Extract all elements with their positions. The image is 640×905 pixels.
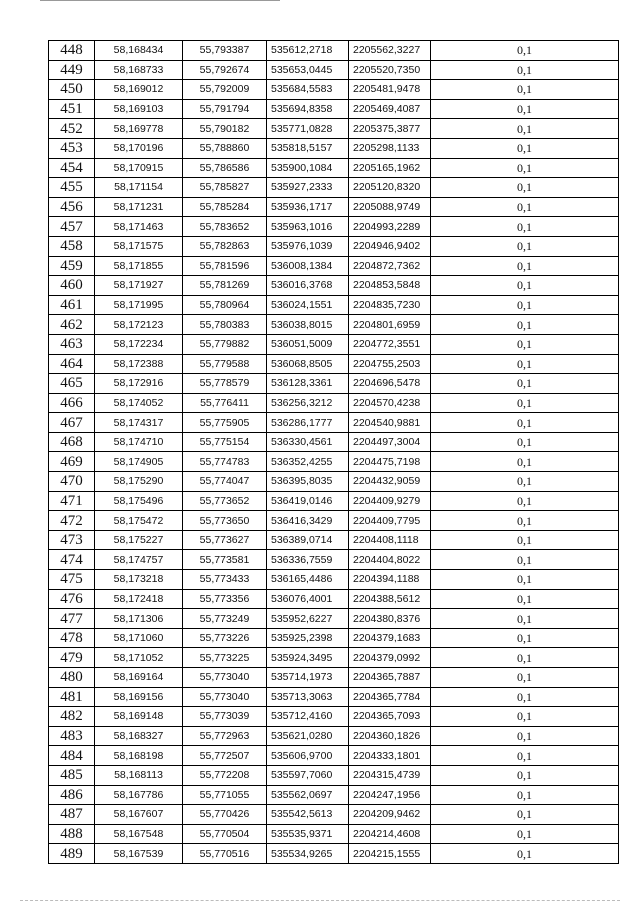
longitude-cell: 55,781269 — [183, 276, 267, 296]
longitude-cell: 55,792674 — [183, 60, 267, 80]
point-number-cell: 466 — [49, 393, 95, 413]
longitude-cell: 55,785827 — [183, 178, 267, 198]
longitude-cell: 55,791794 — [183, 99, 267, 119]
y-coordinate-cell: 2205562,3227 — [349, 41, 431, 61]
accuracy-cell: 0,1 — [431, 687, 619, 707]
x-coordinate-cell: 535694,8358 — [267, 99, 349, 119]
point-number-cell: 485 — [49, 765, 95, 785]
y-coordinate-cell: 2204408,1118 — [349, 530, 431, 550]
table-row — [49, 570, 619, 590]
accuracy-cell: 0,1 — [431, 41, 619, 61]
latitude-cell: 58,171154 — [95, 178, 183, 198]
x-coordinate-cell: 536165,4486 — [267, 570, 349, 590]
y-coordinate-cell: 2204394,1188 — [349, 570, 431, 590]
table-row — [49, 609, 619, 629]
y-coordinate-cell: 2204209,9462 — [349, 805, 431, 825]
latitude-cell: 58,169103 — [95, 99, 183, 119]
y-coordinate-cell: 2204993,2289 — [349, 217, 431, 237]
y-coordinate-cell: 2204570,4238 — [349, 393, 431, 413]
y-coordinate-cell: 2204333,1801 — [349, 746, 431, 766]
y-coordinate-cell: 2204772,3551 — [349, 334, 431, 354]
x-coordinate-cell: 536416,3429 — [267, 511, 349, 531]
accuracy-cell: 0,1 — [431, 60, 619, 80]
longitude-cell: 55,770504 — [183, 824, 267, 844]
table-row — [49, 432, 619, 452]
latitude-cell: 58,175496 — [95, 491, 183, 511]
latitude-cell: 58,169778 — [95, 119, 183, 139]
point-number-cell: 468 — [49, 432, 95, 452]
latitude-cell: 58,171927 — [95, 276, 183, 296]
x-coordinate-cell: 536352,4255 — [267, 452, 349, 472]
y-coordinate-cell: 2205120,8320 — [349, 178, 431, 198]
accuracy-cell: 0,1 — [431, 432, 619, 452]
table-row — [49, 374, 619, 394]
longitude-cell: 55,773040 — [183, 668, 267, 688]
point-number-cell: 482 — [49, 707, 95, 727]
longitude-cell: 55,773225 — [183, 648, 267, 668]
point-number-cell: 473 — [49, 530, 95, 550]
table-row — [49, 334, 619, 354]
y-coordinate-cell: 2204872,7362 — [349, 256, 431, 276]
coordinates-table — [48, 40, 619, 864]
longitude-cell: 55,775905 — [183, 413, 267, 433]
x-coordinate-cell: 536068,8505 — [267, 354, 349, 374]
table-row — [49, 393, 619, 413]
latitude-cell: 58,167548 — [95, 824, 183, 844]
y-coordinate-cell: 2204853,5848 — [349, 276, 431, 296]
table-row — [49, 80, 619, 100]
longitude-cell: 55,774047 — [183, 472, 267, 492]
y-coordinate-cell: 2204379,0992 — [349, 648, 431, 668]
latitude-cell: 58,171463 — [95, 217, 183, 237]
x-coordinate-cell: 535712,4160 — [267, 707, 349, 727]
table-row — [49, 217, 619, 237]
longitude-cell: 55,781596 — [183, 256, 267, 276]
latitude-cell: 58,171060 — [95, 628, 183, 648]
accuracy-cell: 0,1 — [431, 374, 619, 394]
longitude-cell: 55,780383 — [183, 315, 267, 335]
longitude-cell: 55,773356 — [183, 589, 267, 609]
latitude-cell: 58,167539 — [95, 844, 183, 864]
longitude-cell: 55,792009 — [183, 80, 267, 100]
x-coordinate-cell: 536076,4001 — [267, 589, 349, 609]
accuracy-cell: 0,1 — [431, 726, 619, 746]
accuracy-cell: 0,1 — [431, 178, 619, 198]
table-row — [49, 668, 619, 688]
x-coordinate-cell: 536008,1384 — [267, 256, 349, 276]
x-coordinate-cell: 536419,0146 — [267, 491, 349, 511]
table-row — [49, 765, 619, 785]
accuracy-cell: 0,1 — [431, 550, 619, 570]
point-number-cell: 469 — [49, 452, 95, 472]
y-coordinate-cell: 2204946,9402 — [349, 236, 431, 256]
point-number-cell: 450 — [49, 80, 95, 100]
accuracy-cell: 0,1 — [431, 707, 619, 727]
table-row — [49, 60, 619, 80]
latitude-cell: 58,168733 — [95, 60, 183, 80]
accuracy-cell: 0,1 — [431, 765, 619, 785]
latitude-cell: 58,168198 — [95, 746, 183, 766]
latitude-cell: 58,172388 — [95, 354, 183, 374]
longitude-cell: 55,772963 — [183, 726, 267, 746]
accuracy-cell: 0,1 — [431, 334, 619, 354]
table-row — [49, 589, 619, 609]
y-coordinate-cell: 2205165,1962 — [349, 158, 431, 178]
point-number-cell: 448 — [49, 41, 95, 61]
accuracy-cell: 0,1 — [431, 628, 619, 648]
accuracy-cell: 0,1 — [431, 295, 619, 315]
x-coordinate-cell: 536024,1551 — [267, 295, 349, 315]
point-number-cell: 470 — [49, 472, 95, 492]
latitude-cell: 58,169012 — [95, 80, 183, 100]
longitude-cell: 55,774783 — [183, 452, 267, 472]
longitude-cell: 55,771055 — [183, 785, 267, 805]
x-coordinate-cell: 536330,4561 — [267, 432, 349, 452]
longitude-cell: 55,773039 — [183, 707, 267, 727]
x-coordinate-cell: 535924,3495 — [267, 648, 349, 668]
accuracy-cell: 0,1 — [431, 746, 619, 766]
y-coordinate-cell: 2204214,4608 — [349, 824, 431, 844]
y-coordinate-cell: 2204365,7784 — [349, 687, 431, 707]
latitude-cell: 58,172123 — [95, 315, 183, 335]
table-row — [49, 119, 619, 139]
point-number-cell: 484 — [49, 746, 95, 766]
point-number-cell: 480 — [49, 668, 95, 688]
point-number-cell: 489 — [49, 844, 95, 864]
point-number-cell: 479 — [49, 648, 95, 668]
y-coordinate-cell: 2205298,1133 — [349, 138, 431, 158]
table-row — [49, 707, 619, 727]
latitude-cell: 58,168434 — [95, 41, 183, 61]
table-row — [49, 530, 619, 550]
x-coordinate-cell: 536016,3768 — [267, 276, 349, 296]
bottom-edge-rule — [20, 900, 620, 903]
longitude-cell: 55,773249 — [183, 609, 267, 629]
table-row — [49, 511, 619, 531]
x-coordinate-cell: 535952,6227 — [267, 609, 349, 629]
point-number-cell: 474 — [49, 550, 95, 570]
accuracy-cell: 0,1 — [431, 276, 619, 296]
point-number-cell: 453 — [49, 138, 95, 158]
accuracy-cell: 0,1 — [431, 785, 619, 805]
accuracy-cell: 0,1 — [431, 668, 619, 688]
top-edge-rule — [40, 0, 280, 3]
x-coordinate-cell: 536395,8035 — [267, 472, 349, 492]
latitude-cell: 58,174905 — [95, 452, 183, 472]
table-row — [49, 256, 619, 276]
y-coordinate-cell: 2205469,4087 — [349, 99, 431, 119]
latitude-cell: 58,169148 — [95, 707, 183, 727]
longitude-cell: 55,770426 — [183, 805, 267, 825]
x-coordinate-cell: 535534,9265 — [267, 844, 349, 864]
point-number-cell: 486 — [49, 785, 95, 805]
point-number-cell: 458 — [49, 236, 95, 256]
accuracy-cell: 0,1 — [431, 315, 619, 335]
point-number-cell: 478 — [49, 628, 95, 648]
y-coordinate-cell: 2205520,7350 — [349, 60, 431, 80]
point-number-cell: 461 — [49, 295, 95, 315]
latitude-cell: 58,173218 — [95, 570, 183, 590]
x-coordinate-cell: 535606,9700 — [267, 746, 349, 766]
accuracy-cell: 0,1 — [431, 472, 619, 492]
latitude-cell: 58,172916 — [95, 374, 183, 394]
x-coordinate-cell: 535925,2398 — [267, 628, 349, 648]
latitude-cell: 58,172418 — [95, 589, 183, 609]
y-coordinate-cell: 2204380,8376 — [349, 609, 431, 629]
table-row — [49, 41, 619, 61]
latitude-cell: 58,171306 — [95, 609, 183, 629]
x-coordinate-cell: 535542,5613 — [267, 805, 349, 825]
table-row — [49, 550, 619, 570]
table-row — [49, 726, 619, 746]
longitude-cell: 55,770516 — [183, 844, 267, 864]
table-row — [49, 276, 619, 296]
accuracy-cell: 0,1 — [431, 530, 619, 550]
x-coordinate-cell: 535612,2718 — [267, 41, 349, 61]
table-row — [49, 315, 619, 335]
x-coordinate-cell: 536336,7559 — [267, 550, 349, 570]
y-coordinate-cell: 2204432,9059 — [349, 472, 431, 492]
point-number-cell: 455 — [49, 178, 95, 198]
y-coordinate-cell: 2204404,8022 — [349, 550, 431, 570]
latitude-cell: 58,171995 — [95, 295, 183, 315]
longitude-cell: 55,773581 — [183, 550, 267, 570]
point-number-cell: 488 — [49, 824, 95, 844]
x-coordinate-cell: 536256,3212 — [267, 393, 349, 413]
table-row — [49, 785, 619, 805]
y-coordinate-cell: 2205481,9478 — [349, 80, 431, 100]
x-coordinate-cell: 535818,5157 — [267, 138, 349, 158]
y-coordinate-cell: 2204388,5612 — [349, 589, 431, 609]
y-coordinate-cell: 2204379,1683 — [349, 628, 431, 648]
longitude-cell: 55,788860 — [183, 138, 267, 158]
point-number-cell: 481 — [49, 687, 95, 707]
longitude-cell: 55,778579 — [183, 374, 267, 394]
accuracy-cell: 0,1 — [431, 609, 619, 629]
x-coordinate-cell: 535963,1016 — [267, 217, 349, 237]
table-row — [49, 844, 619, 864]
table-row — [49, 824, 619, 844]
x-coordinate-cell: 535621,0280 — [267, 726, 349, 746]
longitude-cell: 55,782863 — [183, 236, 267, 256]
longitude-cell: 55,779882 — [183, 334, 267, 354]
longitude-cell: 55,785284 — [183, 197, 267, 217]
latitude-cell: 58,168327 — [95, 726, 183, 746]
accuracy-cell: 0,1 — [431, 217, 619, 237]
x-coordinate-cell: 535535,9371 — [267, 824, 349, 844]
x-coordinate-cell: 535714,1973 — [267, 668, 349, 688]
x-coordinate-cell: 535597,7060 — [267, 765, 349, 785]
accuracy-cell: 0,1 — [431, 844, 619, 864]
table-row — [49, 354, 619, 374]
x-coordinate-cell: 535976,1039 — [267, 236, 349, 256]
latitude-cell: 58,171231 — [95, 197, 183, 217]
accuracy-cell: 0,1 — [431, 805, 619, 825]
point-number-cell: 465 — [49, 374, 95, 394]
latitude-cell: 58,171052 — [95, 648, 183, 668]
longitude-cell: 55,786586 — [183, 158, 267, 178]
point-number-cell: 451 — [49, 99, 95, 119]
longitude-cell: 55,773040 — [183, 687, 267, 707]
accuracy-cell: 0,1 — [431, 511, 619, 531]
longitude-cell: 55,783652 — [183, 217, 267, 237]
y-coordinate-cell: 2204475,7198 — [349, 452, 431, 472]
accuracy-cell: 0,1 — [431, 99, 619, 119]
y-coordinate-cell: 2204365,7887 — [349, 668, 431, 688]
coordinates-table-body — [49, 41, 619, 864]
x-coordinate-cell: 535927,2333 — [267, 178, 349, 198]
longitude-cell: 55,773433 — [183, 570, 267, 590]
x-coordinate-cell: 536128,3361 — [267, 374, 349, 394]
latitude-cell: 58,169164 — [95, 668, 183, 688]
accuracy-cell: 0,1 — [431, 452, 619, 472]
y-coordinate-cell: 2204835,7230 — [349, 295, 431, 315]
latitude-cell: 58,169156 — [95, 687, 183, 707]
x-coordinate-cell: 535684,5583 — [267, 80, 349, 100]
table-row — [49, 746, 619, 766]
latitude-cell: 58,174757 — [95, 550, 183, 570]
point-number-cell: 456 — [49, 197, 95, 217]
table-row — [49, 472, 619, 492]
point-number-cell: 452 — [49, 119, 95, 139]
accuracy-cell: 0,1 — [431, 158, 619, 178]
table-row — [49, 99, 619, 119]
accuracy-cell: 0,1 — [431, 648, 619, 668]
table-row — [49, 158, 619, 178]
y-coordinate-cell: 2204360,1826 — [349, 726, 431, 746]
accuracy-cell: 0,1 — [431, 119, 619, 139]
y-coordinate-cell: 2204801,6959 — [349, 315, 431, 335]
latitude-cell: 58,170915 — [95, 158, 183, 178]
y-coordinate-cell: 2204696,5478 — [349, 374, 431, 394]
y-coordinate-cell: 2204247,1956 — [349, 785, 431, 805]
longitude-cell: 55,772507 — [183, 746, 267, 766]
point-number-cell: 449 — [49, 60, 95, 80]
longitude-cell: 55,793387 — [183, 41, 267, 61]
latitude-cell: 58,170196 — [95, 138, 183, 158]
point-number-cell: 475 — [49, 570, 95, 590]
y-coordinate-cell: 2204540,9881 — [349, 413, 431, 433]
table-row — [49, 138, 619, 158]
point-number-cell: 454 — [49, 158, 95, 178]
accuracy-cell: 0,1 — [431, 491, 619, 511]
latitude-cell: 58,172234 — [95, 334, 183, 354]
x-coordinate-cell: 535771,0828 — [267, 119, 349, 139]
table-row — [49, 491, 619, 511]
y-coordinate-cell: 2204315,4739 — [349, 765, 431, 785]
latitude-cell: 58,167607 — [95, 805, 183, 825]
accuracy-cell: 0,1 — [431, 824, 619, 844]
point-number-cell: 463 — [49, 334, 95, 354]
longitude-cell: 55,773650 — [183, 511, 267, 531]
longitude-cell: 55,772208 — [183, 765, 267, 785]
x-coordinate-cell: 536389,0714 — [267, 530, 349, 550]
y-coordinate-cell: 2205375,3877 — [349, 119, 431, 139]
point-number-cell: 457 — [49, 217, 95, 237]
point-number-cell: 459 — [49, 256, 95, 276]
accuracy-cell: 0,1 — [431, 413, 619, 433]
y-coordinate-cell: 2205088,9749 — [349, 197, 431, 217]
latitude-cell: 58,167786 — [95, 785, 183, 805]
longitude-cell: 55,773652 — [183, 491, 267, 511]
x-coordinate-cell: 535936,1717 — [267, 197, 349, 217]
accuracy-cell: 0,1 — [431, 236, 619, 256]
table-row — [49, 236, 619, 256]
point-number-cell: 464 — [49, 354, 95, 374]
longitude-cell: 55,780964 — [183, 295, 267, 315]
table-row — [49, 805, 619, 825]
x-coordinate-cell: 535900,1084 — [267, 158, 349, 178]
longitude-cell: 55,773627 — [183, 530, 267, 550]
accuracy-cell: 0,1 — [431, 256, 619, 276]
table-row — [49, 197, 619, 217]
y-coordinate-cell: 2204365,7093 — [349, 707, 431, 727]
table-row — [49, 687, 619, 707]
longitude-cell: 55,779588 — [183, 354, 267, 374]
y-coordinate-cell: 2204755,2503 — [349, 354, 431, 374]
table-row — [49, 178, 619, 198]
accuracy-cell: 0,1 — [431, 354, 619, 374]
latitude-cell: 58,174052 — [95, 393, 183, 413]
x-coordinate-cell: 535713,3063 — [267, 687, 349, 707]
point-number-cell: 462 — [49, 315, 95, 335]
table-row — [49, 452, 619, 472]
point-number-cell: 483 — [49, 726, 95, 746]
x-coordinate-cell: 535562,0697 — [267, 785, 349, 805]
latitude-cell: 58,175472 — [95, 511, 183, 531]
y-coordinate-cell: 2204409,7795 — [349, 511, 431, 531]
table-row — [49, 413, 619, 433]
point-number-cell: 487 — [49, 805, 95, 825]
x-coordinate-cell: 536286,1777 — [267, 413, 349, 433]
longitude-cell: 55,773226 — [183, 628, 267, 648]
y-coordinate-cell: 2204497,3004 — [349, 432, 431, 452]
accuracy-cell: 0,1 — [431, 80, 619, 100]
table-row — [49, 295, 619, 315]
latitude-cell: 58,175290 — [95, 472, 183, 492]
longitude-cell: 55,775154 — [183, 432, 267, 452]
longitude-cell: 55,790182 — [183, 119, 267, 139]
x-coordinate-cell: 535653,0445 — [267, 60, 349, 80]
point-number-cell: 477 — [49, 609, 95, 629]
latitude-cell: 58,175227 — [95, 530, 183, 550]
point-number-cell: 476 — [49, 589, 95, 609]
y-coordinate-cell: 2204215,1555 — [349, 844, 431, 864]
latitude-cell: 58,171575 — [95, 236, 183, 256]
table-row — [49, 648, 619, 668]
point-number-cell: 460 — [49, 276, 95, 296]
table-row — [49, 628, 619, 648]
accuracy-cell: 0,1 — [431, 589, 619, 609]
accuracy-cell: 0,1 — [431, 197, 619, 217]
y-coordinate-cell: 2204409,9279 — [349, 491, 431, 511]
point-number-cell: 472 — [49, 511, 95, 531]
latitude-cell: 58,171855 — [95, 256, 183, 276]
point-number-cell: 471 — [49, 491, 95, 511]
longitude-cell: 55,776411 — [183, 393, 267, 413]
latitude-cell: 58,174317 — [95, 413, 183, 433]
x-coordinate-cell: 536051,5009 — [267, 334, 349, 354]
point-number-cell: 467 — [49, 413, 95, 433]
accuracy-cell: 0,1 — [431, 570, 619, 590]
x-coordinate-cell: 536038,8015 — [267, 315, 349, 335]
latitude-cell: 58,174710 — [95, 432, 183, 452]
latitude-cell: 58,168113 — [95, 765, 183, 785]
accuracy-cell: 0,1 — [431, 138, 619, 158]
accuracy-cell: 0,1 — [431, 393, 619, 413]
